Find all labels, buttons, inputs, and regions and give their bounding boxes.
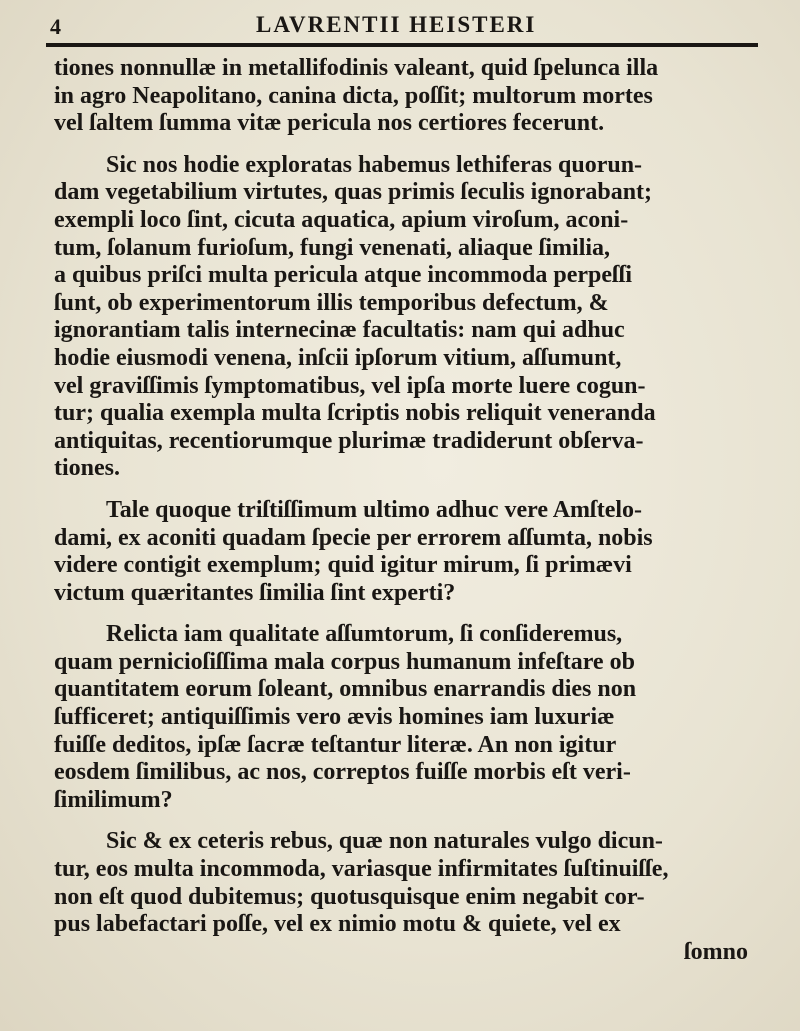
text-line: Relicta iam qualitate aſſumtorum, ſi conſideremus, bbox=[106, 621, 623, 648]
paragraph-2 bbox=[54, 152, 770, 483]
text-line: dam vegetabilium virtutes, quas primis ſeculis ignorabant; bbox=[54, 179, 653, 206]
text-line: Sic nos hodie exploratas habemus lethiferas quorun- bbox=[106, 151, 643, 178]
running-title: LAVRENTII HEISTERI bbox=[256, 12, 537, 37]
header-rule bbox=[46, 43, 758, 47]
text-line: tum, ſolanum furioſum, fungi venenati, aliaque ſimilia, bbox=[54, 234, 611, 261]
text-line: tiones nonnullæ in metallifodinis valeant, quid ſpelunca illa bbox=[54, 55, 659, 81]
text-line: a quibus priſci multa pericula atque incommoda perpeſſi bbox=[54, 262, 633, 289]
text-line: pus labefactari poſſe, vel ex nimio motu & quiete, vel ex bbox=[54, 911, 621, 938]
text-line: victum quæritantes ſimilia ſint experti? bbox=[54, 579, 456, 606]
text-line: Sic & ex ceteris rebus, quæ non naturales vulgo dicun- bbox=[106, 828, 663, 855]
text-line: videre contigit exemplum; quid igitur mirum, ſi primævi bbox=[54, 552, 632, 579]
text-line: hodie eiusmodi venena, inſcii ipſorum vitium, aſſumunt, bbox=[54, 344, 622, 371]
text-line: eosdem ſimilibus, ac nos, correptos fuiſſe morbis eſt veri- bbox=[54, 759, 631, 786]
text-line: tiones. bbox=[54, 455, 120, 482]
paragraph-1 bbox=[54, 55, 770, 138]
text-line: ſunt, ob experimentorum illis temporibus defectum, & bbox=[54, 289, 609, 316]
text-line: vel graviſſimis ſymptomatibus, vel ipſa morte luere cogun- bbox=[54, 372, 646, 399]
paragraph-5 bbox=[54, 828, 770, 938]
paragraph-3 bbox=[54, 497, 770, 607]
text-line: ſufficeret; antiquiſſimis vero ævis homines iam luxuriæ bbox=[54, 704, 615, 731]
text-line: tur; qualia exempla multa ſcriptis nobis reliquit veneranda bbox=[54, 400, 656, 427]
text-line: Tale quoque triſtiſſimum ultimo adhuc vere Amſtelo- bbox=[106, 496, 643, 523]
text-line: quantitatem eorum ſoleant, omnibus enarrandis dies non bbox=[54, 676, 637, 703]
text-line: fuiſſe deditos, ipſæ ſacræ teſtantur literæ. An non igitur bbox=[54, 731, 617, 758]
text-line: ignorantiam talis internecinæ facultatis: nam qui adhuc bbox=[54, 317, 625, 344]
text-line: vel ſaltem ſumma vitæ pericula nos certiores fecerunt. bbox=[54, 110, 605, 137]
page-header bbox=[46, 8, 766, 42]
page-number: 4 bbox=[50, 14, 61, 39]
body-text bbox=[54, 55, 770, 966]
text-line: dami, ex aconiti quadam ſpecie per errorem aſſumta, nobis bbox=[54, 524, 653, 551]
catchword: ſomno bbox=[683, 938, 748, 965]
text-line: non eſt quod dubitemus; quotusquisque enim negabit cor- bbox=[54, 883, 645, 910]
text-line: exempli loco ſint, cicuta aquatica, apium viroſum, aconi- bbox=[54, 206, 629, 233]
paragraph-4 bbox=[54, 621, 770, 814]
text-line: antiquitas, recentiorumque plurimæ tradiderunt obſerva- bbox=[54, 427, 644, 454]
text-line: quam pernicioſiſſima mala corpus humanum infeſtare ob bbox=[54, 648, 635, 675]
text-line: in agro Neapolitano, canina dicta, poſſit; multorum mortes bbox=[54, 82, 653, 109]
text-line: tur, eos multa incommoda, variasque infirmitates ſuſtinuiſſe, bbox=[54, 856, 669, 883]
text-line: ſimilimum? bbox=[54, 786, 173, 813]
